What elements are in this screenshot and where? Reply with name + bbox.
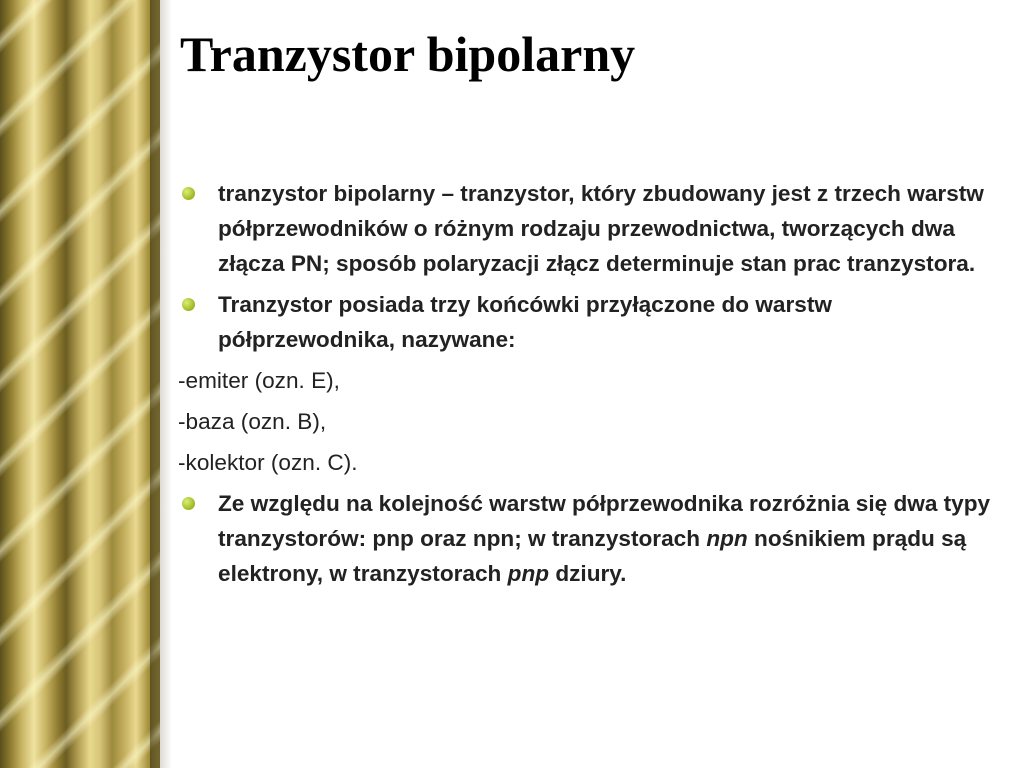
bullet-text-part1: Ze względu na kolejność warstw półprzewodnika rozróżnia się dwa typy tranzystorów: pnp oraz npn; w tranzystorach [218,491,991,551]
bullet-item-types [178,486,1004,591]
bullet-text: Tranzystor posiada trzy końcówki przyłączone do warstw półprzewodnika, nazywane: [218,292,832,352]
bullet-text-npn: npn [706,526,748,551]
bullet-text-part3: dziury. [549,561,627,586]
terminal-base: -baza (ozn. B), [178,409,327,434]
slide-content [178,176,1004,597]
bullet-text: tranzystor bipolarny – tranzystor, który zbudowany jest z trzech warstw półprzewodników o różnym rodzaju przewodnictwa, tworzących dwa złącza PN; sposób polaryzacji złącz determinuje stan prac tranzystora. [218,181,984,276]
stripe-shadow [150,0,172,768]
bullet-dot-icon [182,298,195,311]
bullet-item-definition [178,176,1004,281]
bullet-text-part2: nośnikiem prądu są elektrony, w tranzystorach [218,526,967,586]
bullet-dot-icon [182,187,195,200]
slide-title: Tranzystor bipolarny [180,26,636,82]
bullet-item-terminals [178,287,1004,357]
decorative-gold-stripe [0,0,160,768]
terminal-collector: -kolektor (ozn. C). [178,450,358,475]
bullet-text-pnp: pnp [507,561,550,586]
bullet-dot-icon [182,497,195,510]
terminal-emitter: -emiter (ozn. E), [178,368,340,393]
